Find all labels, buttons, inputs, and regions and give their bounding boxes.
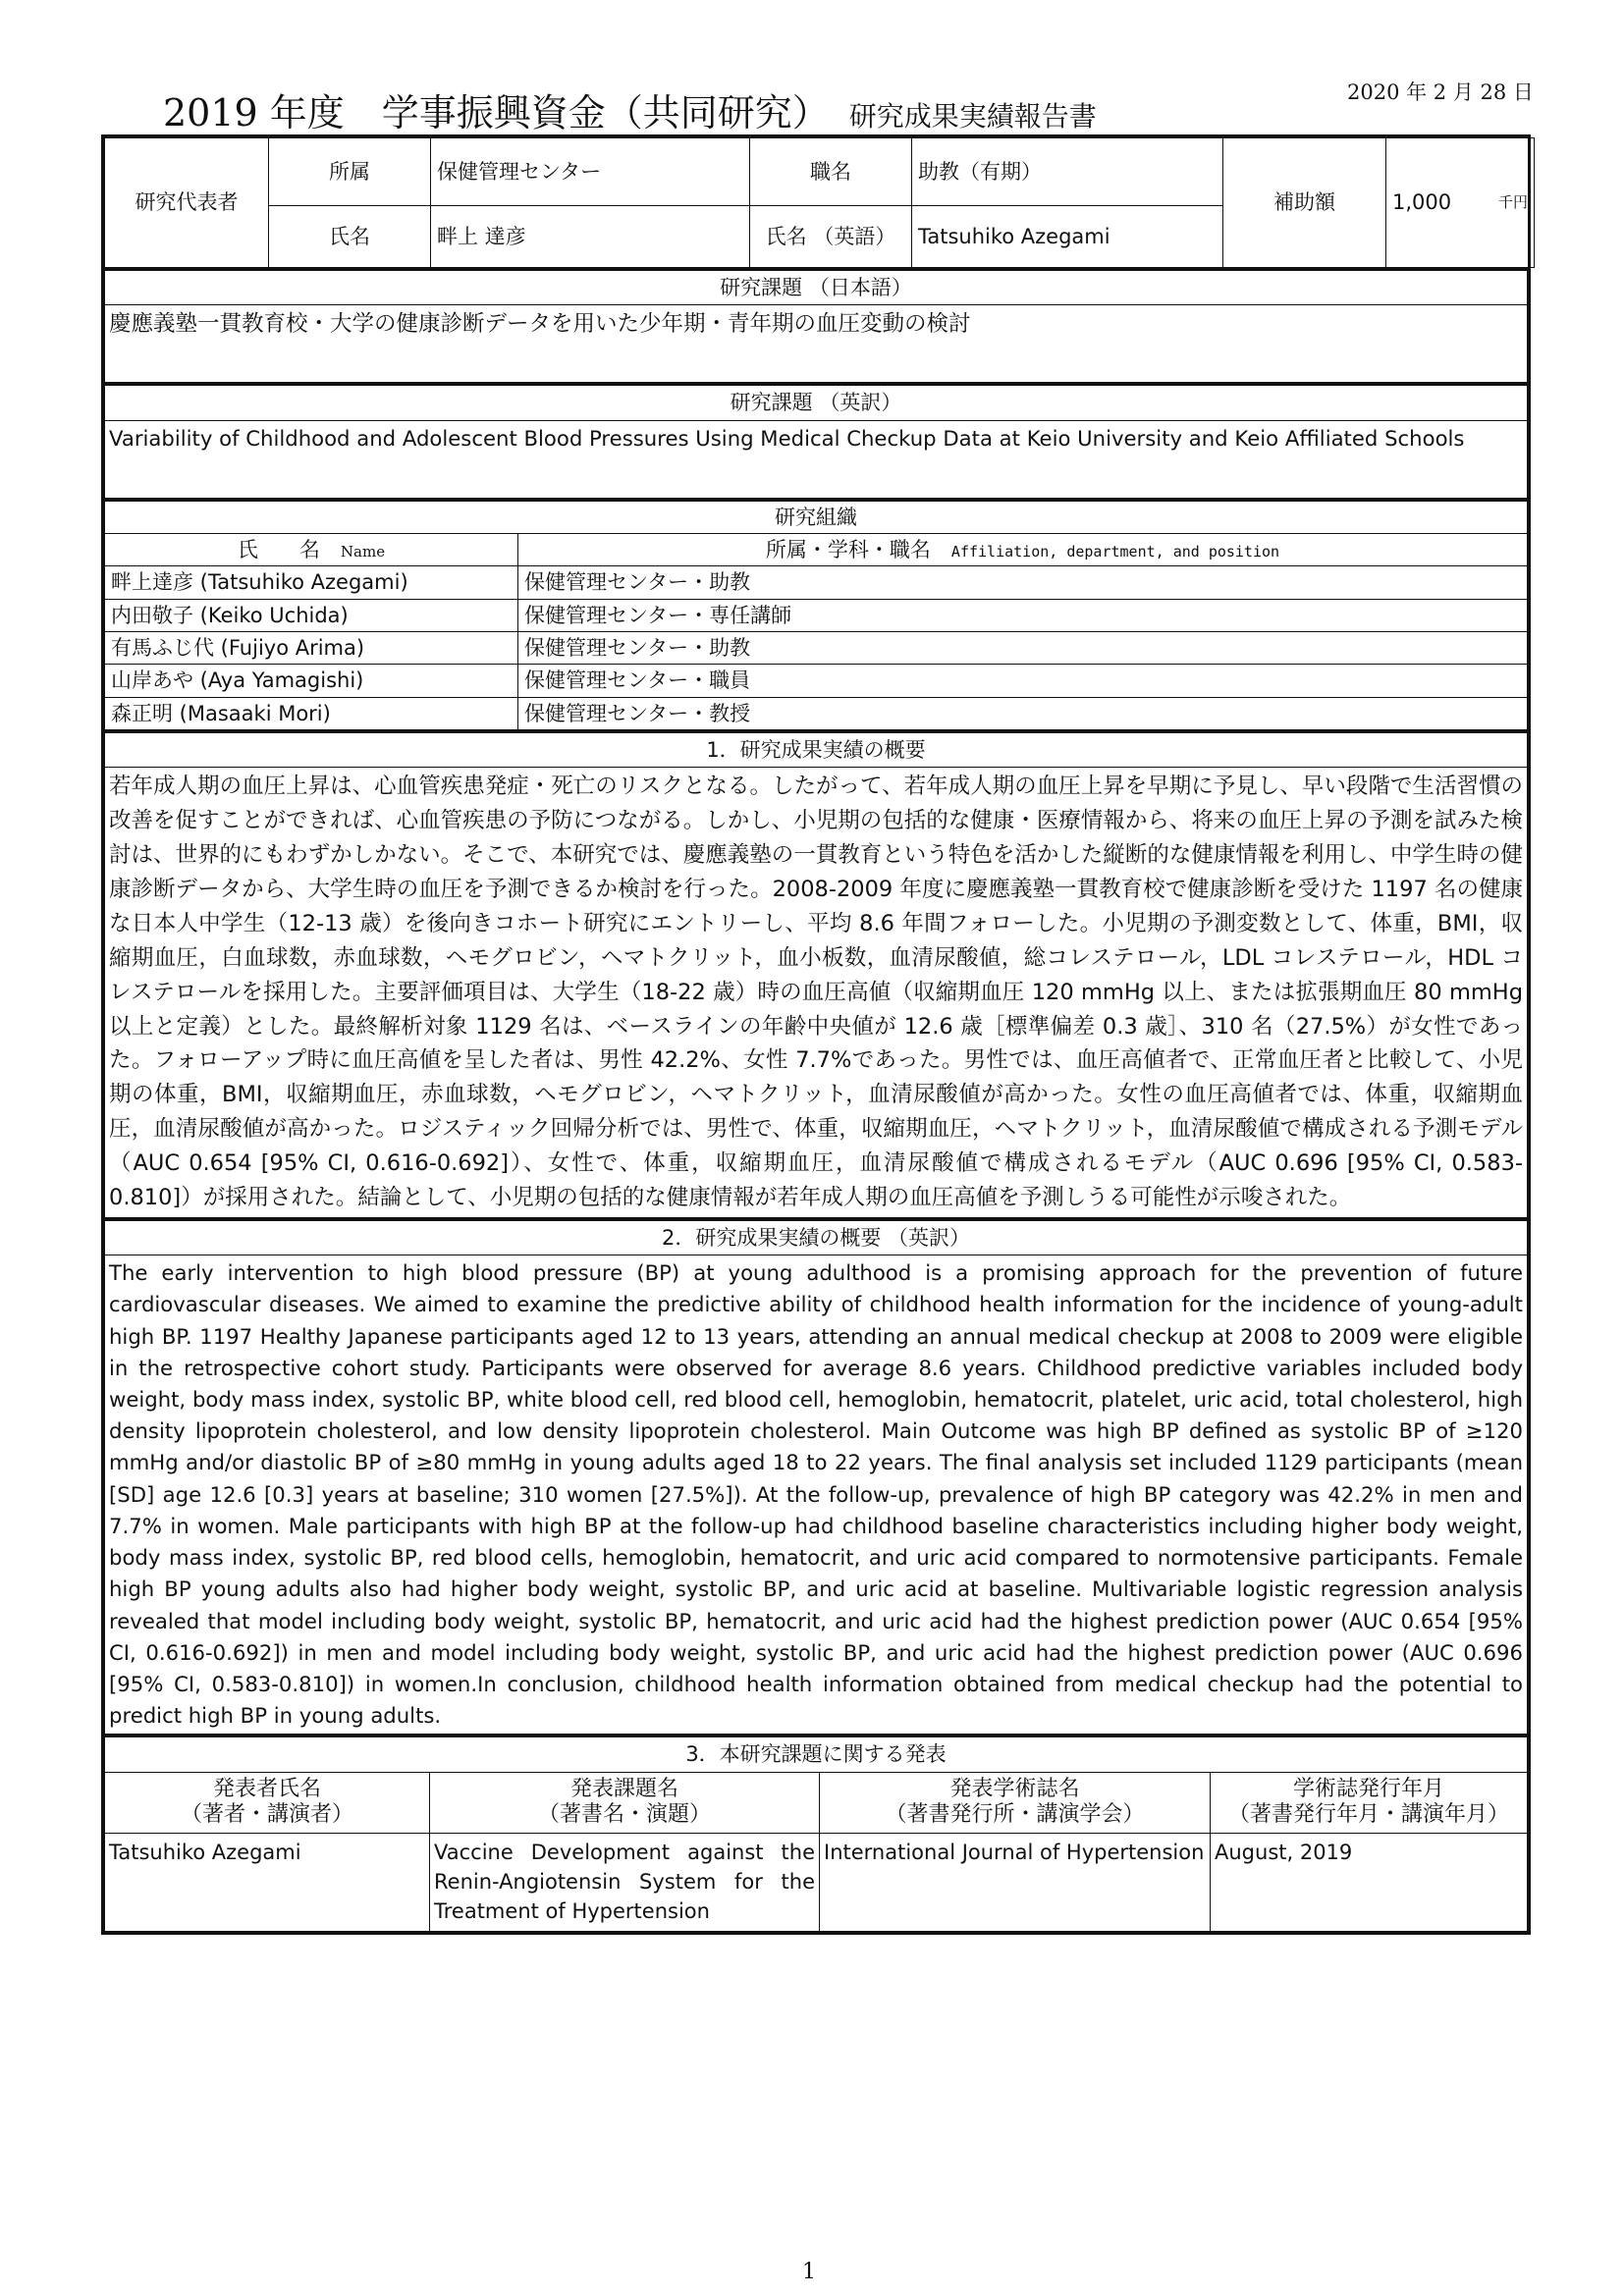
- member-affiliation: 保健管理センター・職員: [518, 665, 1528, 697]
- date-column-header: [1211, 1772, 1528, 1833]
- presentations-label: 3．本研究課題に関する発表: [105, 1736, 1528, 1772]
- org-aff-header: [518, 534, 1528, 566]
- name-label: 氏名: [269, 206, 431, 268]
- org-name-header-en: Name: [340, 543, 386, 561]
- topic-jp-text: 慶應義塾一貫教育校・大学の健康診断データを用いた少年期・青年期の血圧変動の検討: [105, 305, 1528, 383]
- topic-en-text: Variability of Childhood and Adolescent Blood Pressures Using Medical Checkup Data at Keio University and Keio Affiliated Schools: [105, 420, 1528, 498]
- journal-column-title: 発表学術誌名: [949, 1776, 1080, 1801]
- org-name-header-jp: 氏 名: [237, 538, 320, 562]
- document-title: [163, 82, 1097, 136]
- representative-label: 研究代表者: [105, 138, 269, 268]
- org-aff-header-en: Affiliation, department, and position: [950, 543, 1280, 561]
- date-column-subtitle: （著書発行年月・講演年月）: [1227, 1802, 1509, 1828]
- org-name-header: [105, 534, 518, 566]
- topic-en-table: [104, 383, 1528, 498]
- member-name: 内田敬子 (Keiko Uchida): [105, 599, 518, 631]
- presenter-column-header: [105, 1772, 430, 1833]
- org-aff-header-jp: 所属・学科・職名: [765, 538, 931, 562]
- journal-column-subtitle: （著書発行所・講演学会）: [885, 1802, 1145, 1828]
- member-row: [105, 599, 1528, 631]
- name-value: 畔上 達彦: [431, 206, 750, 268]
- presenter-column-title: 発表者氏名: [212, 1776, 321, 1801]
- presentation-date: August, 2019: [1211, 1833, 1528, 1931]
- grant-cell: [1386, 138, 1535, 268]
- affiliation-value: 保健管理センター: [431, 138, 750, 206]
- report-form: [101, 134, 1531, 1935]
- summary-en-label: 2．研究成果実績の概要 （英訳）: [105, 1219, 1528, 1255]
- summary-en-text: The early intervention to high blood pressure (BP) at young adulthood is a promising approach for the prevention of future cardiovascular diseases. We aimed to examine the predictive ability of childhood health information for the incidence of young-adult high BP. 1197 Healthy Japanese participants aged 12 to 13 years, attending an annual medical checkup at 2008 to 2009 were eligible in the retrospective cohort study. Participants were observed for average 8.6 years. Childhood predictive variables included body weight, body mass index, systolic BP, white blood cell, red blood cell, hemoglobin, hematocrit, platelet, uric acid, total cholesterol, high density lipoprotein cholesterol, and low density lipoprotein cholesterol. Main Outcome was high BP defined as systolic BP of ≥120 mmHg and/or diastolic BP of ≥80 mmHg in young adults aged 18 to 22 years. The final analysis set included 1129 participants (mean [SD] age 12.6 [0.3] years at baseline; 310 women [27.5%]). At the follow-up, prevalence of high BP category was 42.2% in men and 7.7% in women. Male participants with high BP at the follow-up had childhood baseline characteristics including higher body weight, body mass index, systolic BP, red blood cells, hemoglobin, hematocrit, and uric acid compared to normotensive participants. Female high BP young adults also had higher body weight, systolic BP, and uric acid at baseline. Multivariable logistic regression analysis revealed that model including body weight, systolic BP, hematocrit, and uric acid had the highest prediction power (AUC 0.654 [95% CI, 0.616-0.692]) in men and model including body weight, systolic BP, and uric acid had the highest prediction power (AUC 0.696 [95% CI, 0.583-0.810]) in women.In conclusion, childhood health information obtained from medical checkup had the potential to predict high BP in young adults.: [105, 1255, 1528, 1735]
- position-value: 助教（有期）: [912, 138, 1223, 206]
- member-row: [105, 632, 1528, 665]
- member-affiliation: 保健管理センター・教授: [518, 697, 1528, 729]
- grant-unit: 千円: [1497, 193, 1528, 212]
- member-affiliation: 保健管理センター・助教: [518, 632, 1528, 665]
- title-column-title: 発表課題名: [569, 1776, 678, 1801]
- summary-jp-text: 若年成人期の血圧上昇は、心血管疾患発症・死亡のリスクとなる。したがって、若年成人期の血圧上昇を早期に予見し、早い段階で生活習慣の改善を促すことができれば、心血管疾患の予防につながる。しかし、小児期の包括的な健康・医療情報から、将来の血圧上昇の予測を試みた検討は、世界的にもわずかしかない。そこで、本研究では、慶應義塾の一貫教育という特色を活かした縦断的な健康情報を利用し、中学生時の健康診断データから、大学生時の血圧を予測できるか検討を行った。2008-2009 年度に慶應義塾一貫教育校で健康診断を受けた 1197 名の健康な日本人中学生（12-13 歳）を後向きコホート研究にエントリーし、平均 8.6 年間フォローした。小児期の予測変数として、体重，BMI，収縮期血圧，白血球数，赤血球数，ヘモグロビン，ヘマトクリット，血小板数，血清尿酸値，総コレステロール，LDL コレステロール，HDL コレステロールを採用した。主要評価項目は、大学生（18-22 歳）時の血圧高値（収縮期血圧 120 mmHg 以上、または拡張期血圧 80 mmHg 以上と定義）とした。最終解析対象 1129 名は、ベースラインの年齢中央値が 12.6 歳［標準偏差 0.3 歳］、310 名（27.5%）が女性であった。フォローアップ時に血圧高値を呈した者は、男性 42.2%、女性 7.7%であった。男性では、血圧高値者で、正常血圧者と比較して、小児期の体重，BMI，収縮期血圧，赤血球数，ヘモグロビン，ヘマトクリット，血清尿酸値が高かった。女性の血圧高値者では、体重，収縮期血圧，血清尿酸値が高かった。ロジスティック回帰分析では、男性で、体重，収縮期血圧，ヘマトクリット，血清尿酸値で構成される予測モデル（AUC 0.654 [95% CI, 0.616-0.692]）、女性で、体重，収縮期血圧，血清尿酸値で構成されるモデル（AUC 0.696 [95% CI, 0.583-0.810]）が採用された。結論として、小児期の包括的な健康情報が若年成人期の血圧高値を予測しうる可能性が示唆された。: [105, 768, 1528, 1217]
- summary-jp-table: [104, 730, 1528, 1218]
- member-name: 山岸あや (Aya Yamagishi): [105, 665, 518, 697]
- name-en-value: Tatsuhiko Azegami: [912, 206, 1223, 268]
- title-column-subtitle: （著書名・演題）: [537, 1802, 711, 1828]
- presenter-name: Tatsuhiko Azegami: [105, 1833, 430, 1931]
- title-column-header: [430, 1772, 820, 1833]
- member-row: [105, 697, 1528, 729]
- grant-amount: 1,000: [1392, 190, 1452, 215]
- journal-column-header: [820, 1772, 1211, 1833]
- member-name: 畔上達彦 (Tatsuhiko Azegami): [105, 566, 518, 599]
- presenter-column-subtitle: （著者・講演者）: [180, 1802, 353, 1828]
- name-en-label: 氏名 （英語）: [750, 206, 912, 268]
- report-date: 2020 年 2 月 28 日: [1347, 80, 1534, 104]
- presentations-table: [104, 1735, 1528, 1931]
- presentation-journal: International Journal of Hypertension: [820, 1833, 1211, 1931]
- topic-jp-table: [104, 268, 1528, 383]
- member-name: 森正明 (Masaaki Mori): [105, 697, 518, 729]
- date-column-title: 学術誌発行年月: [1292, 1776, 1444, 1801]
- topic-en-label: 研究課題 （英訳）: [105, 385, 1528, 420]
- member-affiliation: 保健管理センター・助教: [518, 566, 1528, 599]
- summary-jp-label: 1．研究成果実績の概要: [105, 732, 1528, 768]
- organization-label: 研究組織: [105, 500, 1528, 533]
- member-row: [105, 665, 1528, 697]
- summary-en-table: [104, 1218, 1528, 1735]
- document-title-main: 2019 年度 学事振興資金（共同研究）: [163, 91, 830, 134]
- affiliation-label: 所属: [269, 138, 431, 206]
- member-affiliation: 保健管理センター・専任講師: [518, 599, 1528, 631]
- presentation-title: Vaccine Development against the Renin-Angiotensin System for the Treatment of Hypertension: [430, 1833, 820, 1931]
- page-number: 1: [802, 2260, 816, 2284]
- document-title-sub: 研究成果実績報告書: [848, 100, 1097, 133]
- member-row: [105, 566, 1528, 599]
- topic-jp-label: 研究課題 （日本語）: [105, 270, 1528, 305]
- grant-label: 補助額: [1223, 138, 1386, 268]
- representative-table: [104, 137, 1535, 268]
- organization-table: [104, 499, 1528, 730]
- position-label: 職名: [750, 138, 912, 206]
- presentation-row: [105, 1833, 1528, 1931]
- member-name: 有馬ふじ代 (Fujiyo Arima): [105, 632, 518, 665]
